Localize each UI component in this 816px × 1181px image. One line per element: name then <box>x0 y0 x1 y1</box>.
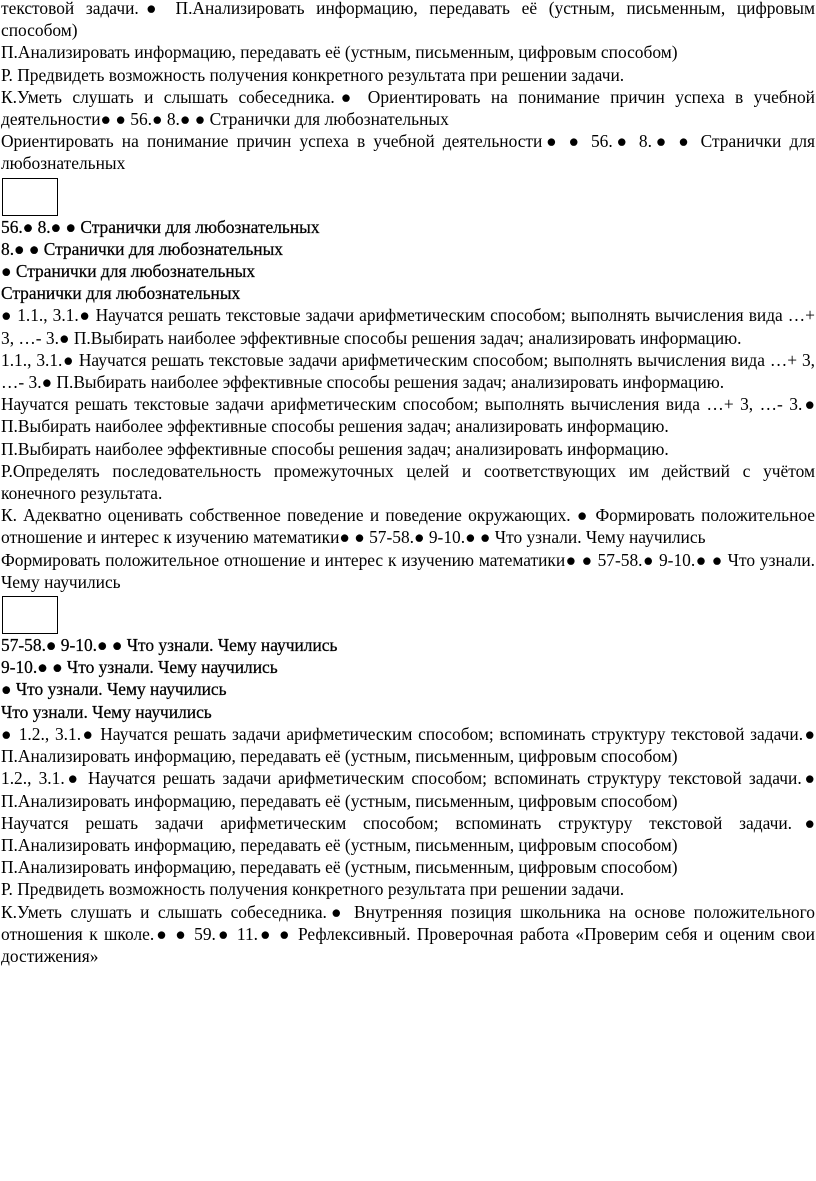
document-paragraph: Р.Определять последовательность промежуточных целей и соответствующих им действий с учётом конечного результата. <box>1 460 815 504</box>
document-paragraph: 8.● ● Странички для любознательных <box>1 238 283 259</box>
document-paragraph: ● Странички для любознательных <box>1 261 256 282</box>
document-paragraph: ● 1.2., 3.1.● Научатся решать задачи арифметическим способом; вспоминать структуру текстовой задачи.● П.Анализировать информацию, передавать её (устным, письменным, цифровым способом) <box>1 723 815 767</box>
document-paragraph: 56.● 8.● ● Странички для любознательных <box>1 216 320 237</box>
document-paragraph: 57-58.● 9-10.● ● Что узнали. Чему научились <box>1 635 338 656</box>
document-paragraph: Что узнали. Чему научились <box>1 701 212 722</box>
document-paragraph: П.Выбирать наиболее эффективные способы решения задач; анализировать информацию. <box>1 438 669 459</box>
document-paragraph: Формировать положительное отношение и интерес к изучению математики● ● 57-58.● 9-10.● ● Что узнали. Чему научились <box>1 549 815 592</box>
document-paragraph: Научатся решать текстовые задачи арифметическим способом; выполнять вычисления вида …+ 3, …- 3.● П.Выбирать наиболее эффективные способы решения задач; анализировать информацию. <box>1 394 815 437</box>
document-paragraph: ● 1.1., 3.1.● Научатся решать текстовые задачи арифметическим способом; выполнять вычисления вида …+ 3, …- 3.● П.Выбирать наиболее эффективные способы решения задач; анализировать информацию. <box>1 305 815 348</box>
document-paragraph: текстовой задачи.● П.Анализировать информацию, передавать её (устным, письменным, цифровым способом) <box>1 0 815 41</box>
document-paragraph: 9-10.● ● Что узнали. Чему научились <box>1 657 278 678</box>
document-paragraph: Странички для любознательных <box>1 283 241 304</box>
document-paragraph: Научатся решать задачи арифметическим способом; вспоминать структуру текстовой задачи.● П.Анализировать информацию, передавать её (устным, письменным, цифровым способом) <box>1 812 815 855</box>
document-paragraph: К.Уметь слушать и слышать собеседника.● Внутренняя позиция школьника на основе положительного отношения к школе.● ● 59.● 11.● ● Рефлексивный. Проверочная работа «Проверим себя и оценим свои достижения» <box>1 901 815 966</box>
empty-table-cell <box>2 178 58 216</box>
document-paragraph: К. Адекватно оценивать собственное поведение и поведение окружающих. ● Формировать положительное отношение и интерес к изучению математики● ● 57-58.● 9-10.● ● Что узнали. Чему научились <box>1 505 815 548</box>
document-paragraph: Ориентировать на понимание причин успеха в учебной деятельности● ● 56.● 8.● ● Странички для любознательных <box>1 131 815 174</box>
empty-table-cell <box>2 596 58 634</box>
document-paragraph: П.Анализировать информацию, передавать её (устным, письменным, цифровым способом) <box>1 42 678 63</box>
document-paragraph: Р. Предвидеть возможность получения конкретного результата при решении задачи. <box>1 64 625 85</box>
document-paragraph: 1.1., 3.1.● Научатся решать текстовые задачи арифметическим способом; выполнять вычисления вида …+ 3, …- 3.● П.Выбирать наиболее эффективные способы решения задач; анализировать информацию. <box>1 349 815 393</box>
document-paragraph: ● Что узнали. Чему научились <box>1 679 227 700</box>
document-paragraph: Р. Предвидеть возможность получения конкретного результата при решении задачи. <box>1 879 625 900</box>
document-paragraph: К.Уметь слушать и слышать собеседника.● Ориентировать на понимание причин успеха в учебной деятельности● ● 56.● 8.● ● Странички для любознательных <box>1 86 815 130</box>
document-paragraph: П.Анализировать информацию, передавать её (устным, письменным, цифровым способом) <box>1 857 678 878</box>
document-paragraph: 1.2., 3.1.● Научатся решать задачи арифметическим способом; вспоминать структуру текстовой задачи.● П.Анализировать информацию, передавать её (устным, письменным, цифровым способом) <box>1 768 815 811</box>
